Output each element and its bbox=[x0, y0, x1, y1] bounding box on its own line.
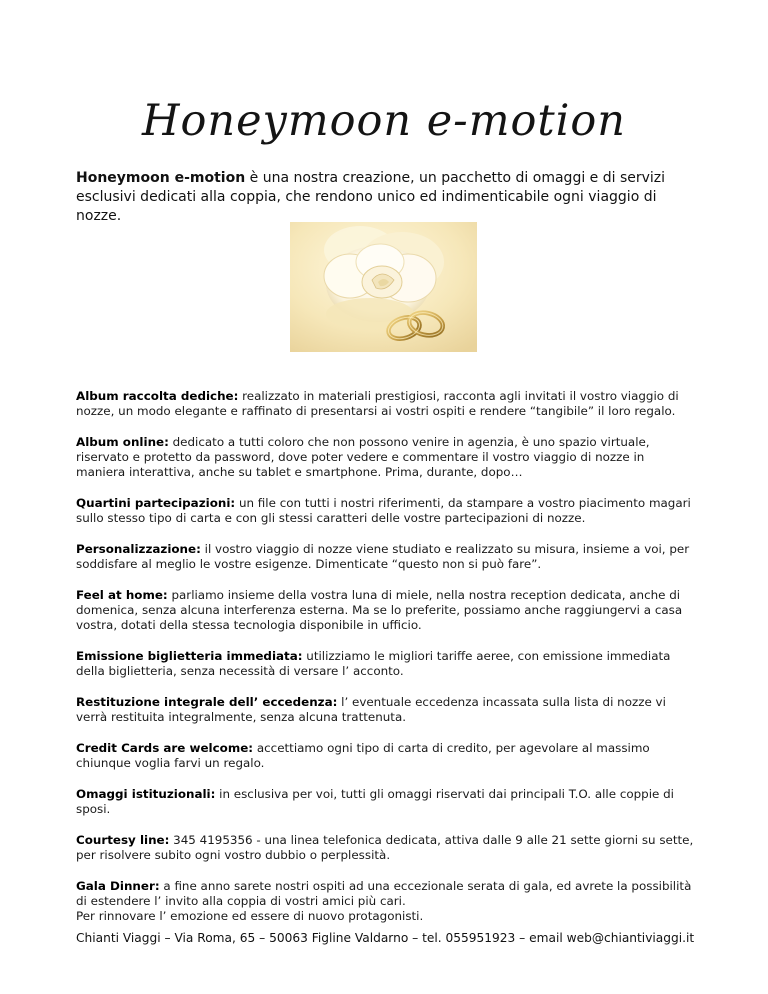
page-title: Honeymoon e-motion bbox=[142, 96, 626, 146]
item-text: realizzato in materiali prestigiosi, racconta agli invitati il vostro viaggio di nozze, un modo elegante e raffinato di presentarsi ai vostri ospiti e rendere “tangibile” il loro regalo. bbox=[76, 389, 679, 418]
item-label: Credit Cards are welcome: bbox=[76, 741, 254, 755]
item-text: 345 4195356 - una linea telefonica dedicata, attiva dalle 9 alle 21 sette giorni su sette, per risolvere subito ogni vostro dubbio o perplessità. bbox=[76, 833, 694, 862]
intro-paragraph bbox=[76, 169, 696, 226]
list-item-credit-cards bbox=[76, 741, 696, 771]
item-text: parliamo insieme della vostra luna di miele, nella nostra reception dedicata, anche di domenica, senza alcuna interferenza esterna. Ma se lo preferite, possiamo anche raggiungervi a casa vostra, dotati della stessa tecnologia disponibile in ufficio. bbox=[76, 588, 683, 632]
contact-footer: Chianti Viaggi – Via Roma, 65 – 50063 Figline Valdarno – tel. 055951923 – email web@chiantiviaggi.it bbox=[76, 931, 695, 945]
item-label: Courtesy line: bbox=[76, 833, 170, 847]
rose-and-rings-photo bbox=[290, 222, 477, 352]
list-item-feel-at-home bbox=[76, 588, 696, 633]
list-item-courtesy-line bbox=[76, 833, 696, 863]
item-label: Gala Dinner: bbox=[76, 879, 160, 893]
item-label: Restituzione integrale dell’ eccedenza: bbox=[76, 695, 338, 709]
item-label: Personalizzazione: bbox=[76, 542, 201, 556]
item-label: Omaggi istituzionali: bbox=[76, 787, 216, 801]
item-text: l’ eventuale eccedenza incassata sulla lista di nozze vi verrà restituita integralmente, senza alcuna trattenuta. bbox=[76, 695, 666, 724]
rose-and-rings-illustration bbox=[290, 222, 477, 352]
services-list bbox=[76, 389, 696, 940]
item-label: Album online: bbox=[76, 435, 169, 449]
list-item-restituzione bbox=[76, 695, 696, 725]
intro-text: è una nostra creazione, un pacchetto di omaggi e di servizi esclusivi dedicati alla coppia, che rendono unico ed indimenticabile ogni viaggio di nozze. bbox=[76, 170, 666, 224]
item-label: Feel at home: bbox=[76, 588, 168, 602]
list-item-personalizzazione bbox=[76, 542, 696, 572]
item-text: a fine anno sarete nostri ospiti ad una eccezionale serata di gala, ed avrete la possibilità di estendere l’ invito alla coppia di vostri amici più cari. bbox=[76, 879, 692, 908]
item-closing-line: Per rinnovare l’ emozione ed essere di nuovo protagonisti. bbox=[76, 909, 424, 923]
item-text: accettiamo ogni tipo di carta di credito, per agevolare al massimo chiunque voglia farvi un regalo. bbox=[76, 741, 650, 770]
item-text: il vostro viaggio di nozze viene studiato e realizzato su misura, insieme a voi, per soddisfare al meglio le vostre esigenze. Dimenticate “questo non si può fare”. bbox=[76, 542, 690, 571]
list-item-album-dediche bbox=[76, 389, 696, 419]
item-label: Emissione biglietteria immediata: bbox=[76, 649, 303, 663]
item-text: in esclusiva per voi, tutti gli omaggi riservati dai principali T.O. alle coppie di sposi. bbox=[76, 787, 674, 816]
list-item-biglietteria bbox=[76, 649, 696, 679]
list-item-omaggi bbox=[76, 787, 696, 817]
item-text: utilizziamo le migliori tariffe aeree, con emissione immediata della biglietteria, senza necessità di versare l’ acconto. bbox=[76, 649, 671, 678]
item-label: Quartini partecipazioni: bbox=[76, 496, 236, 510]
list-item-quartini bbox=[76, 496, 696, 526]
item-text: un file con tutti i nostri riferimenti, da stampare a vostro piacimento magari sullo stesso tipo di carta e con gli stessi caratteri delle vostre partecipazioni di nozze. bbox=[76, 496, 691, 525]
list-item-album-online bbox=[76, 435, 696, 480]
list-item-gala-dinner bbox=[76, 879, 696, 924]
item-text: dedicato a tutti coloro che non possono venire in agenzia, è uno spazio virtuale, riservato e protetto da password, dove poter vedere e commentare il vostro viaggio di nozze in maniera interattiva, anche su tablet e smartphone. Prima, durante, dopo… bbox=[76, 435, 650, 479]
item-label: Album raccolta dediche: bbox=[76, 389, 239, 403]
intro-brand: Honeymoon e-motion bbox=[76, 170, 246, 186]
